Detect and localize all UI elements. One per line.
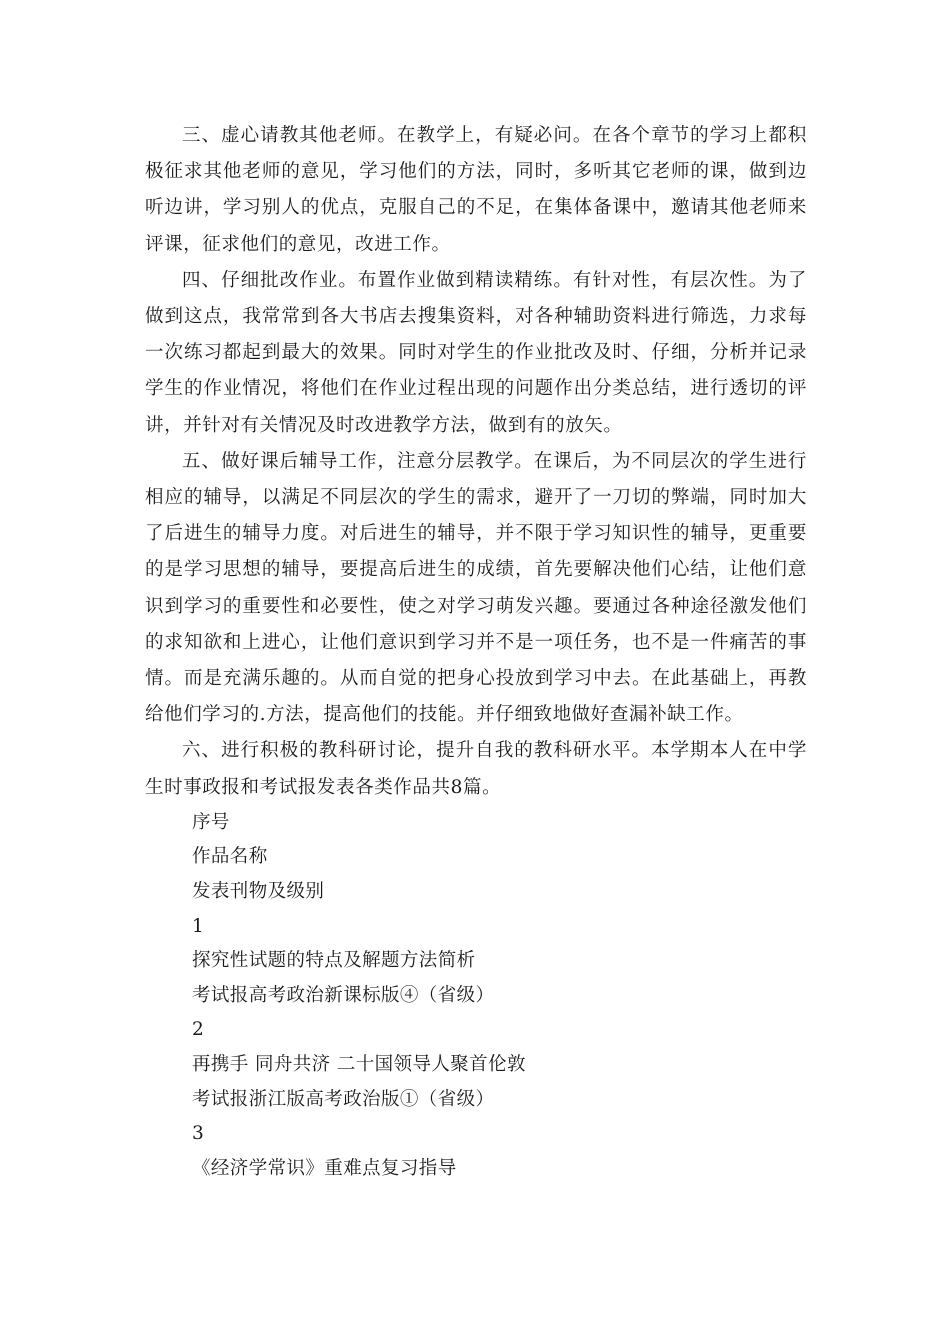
table-cell-publication: 考试报高考政治新课标版④（省级）: [192, 984, 495, 1006]
table-cell-title: 探究性试题的特点及解题方法简析: [192, 950, 476, 972]
table-header-publication: 发表刊物及级别: [192, 881, 325, 903]
document-page: [145, 118, 807, 1186]
table-cell-title: 《经济学常识》重难点复习指导: [192, 1157, 457, 1179]
paragraph-three: 三、虚心请教其他老师。在教学上，有疑必问。在各个章节的学习上都积极征求其他老师的意见，学习他们的方法，同时，多听其它老师的课，做到边听边讲，学习别人的优点，克服自己的不足，在集体备课中，邀请其他老师来评课，征求他们的意见，改进工作。: [145, 125, 807, 255]
publication-table-lines: [145, 806, 807, 1187]
table-cell-title: 再携手 同舟共济 二十国领导人聚首伦敦: [192, 1054, 526, 1076]
paragraph-five: 五、做好课后辅导工作，注意分层教学。在课后，为不同层次的学生进行相应的辅导，以满足不同层次的学生的需求，避开了一刀切的弊端，同时加大了后进生的辅导力度。对后进生的辅导，并不限于学习知识性的辅导，更重要的是学习思想的辅导，要提高后进生的成绩，首先要解决他们心结，让他们意识到学习的重要性和必要性，使之对学习萌发兴趣。要通过各种途径激发他们的求知欲和上进心，让他们意识到学习并不是一项任务，也不是一件痛苦的事情。而是充满乐趣的。从而自觉的把身心投放到学习中去。在此基础上，再教给他们学习的.方法，提高他们的技能。并仔细致地做好查漏补缺工作。: [145, 450, 807, 726]
paragraph-six: 六、进行积极的教科研讨论，提升自我的教科研水平。本学期本人在中学生时事政报和考试报发表各类作品共8篇。: [145, 740, 807, 798]
table-cell-serial: 2: [192, 1019, 205, 1041]
table-cell-serial: 1: [192, 915, 205, 937]
table-cell-serial: 3: [192, 1123, 205, 1145]
table-cell-publication: 考试报浙江版高考政治版①（省级）: [192, 1088, 495, 1110]
paragraph-four: 四、仔细批改作业。布置作业做到精读精练。有针对性，有层次性。为了做到这点，我常常到各大书店去搜集资料，对各种辅助资料进行筛选，力求每一次练习都起到最大的效果。同时对学生的作业批改及时、仔细，分析并记录学生的作业情况，将他们在作业过程出现的问题作出分类总结，进行透切的评讲，并针对有关情况及时改进教学方法，做到有的放矢。: [145, 269, 807, 436]
table-header-serial: 序号: [192, 811, 230, 833]
table-header-title: 作品名称: [192, 846, 268, 868]
